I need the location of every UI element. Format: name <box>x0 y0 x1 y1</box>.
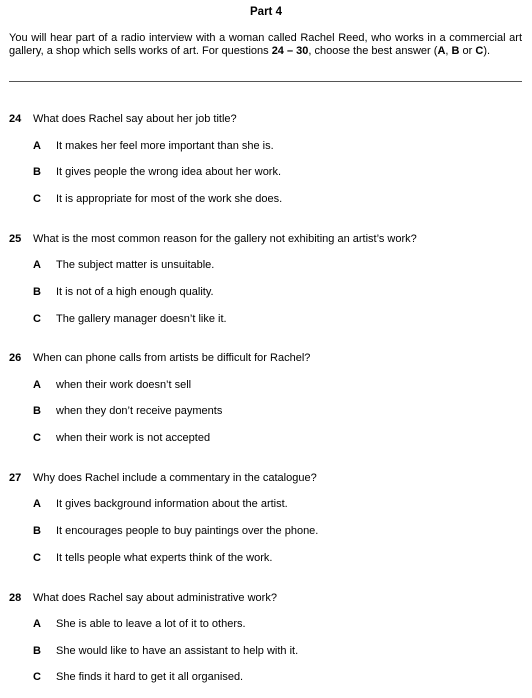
option-a <box>0 618 532 632</box>
option-b <box>0 525 532 539</box>
question-27 <box>0 472 532 564</box>
option-letter: C <box>33 432 41 444</box>
answer-letter-b: B <box>451 45 460 57</box>
option-c <box>0 552 532 566</box>
option-a <box>0 379 532 393</box>
option-text: It tells people what experts think of the work. <box>56 552 273 564</box>
option-text: when they don’t receive payments <box>56 405 223 417</box>
option-letter: C <box>33 552 41 564</box>
answer-letter-a: A <box>437 45 446 57</box>
option-text: It encourages people to buy paintings over the phone. <box>56 525 319 537</box>
option-letter: A <box>33 259 41 271</box>
option-letter: B <box>33 525 41 537</box>
question-number: 28 <box>9 592 22 604</box>
option-text: when their work doesn’t sell <box>56 379 192 391</box>
question-text: When can phone calls from artists be difficult for Rachel? <box>33 352 311 364</box>
option-letter: A <box>33 140 41 152</box>
question-text: What is the most common reason for the gallery not exhibiting an artist’s work? <box>33 233 417 245</box>
question-text: What does Rachel say about administrative work? <box>33 592 277 604</box>
option-b <box>0 166 532 180</box>
intro-text: You will hear part of a radio interview with a woman called Rachel Reed, who works in a commercial art gallery, a shop which sells works of art. For questions <box>9 32 522 57</box>
range-start: 24 <box>271 45 284 57</box>
option-b <box>0 405 532 419</box>
intro-text-2: , choose the best answer ( <box>308 45 438 57</box>
option-text: She is able to leave a lot of it to others. <box>56 618 246 630</box>
intro-comma: , <box>445 45 452 57</box>
question-24 <box>0 113 532 205</box>
option-letter: B <box>33 405 41 417</box>
option-letter: A <box>33 498 41 510</box>
option-text: when their work is not accepted <box>56 432 211 444</box>
question-number: 25 <box>9 233 22 245</box>
option-letter: C <box>33 313 41 325</box>
option-text: It makes her feel more important than she is. <box>56 140 274 152</box>
option-c <box>0 671 532 685</box>
question-number: 24 <box>9 113 22 125</box>
option-letter: B <box>33 645 41 657</box>
option-a <box>0 498 532 512</box>
question-text: What does Rachel say about her job title? <box>33 113 237 125</box>
option-letter: A <box>33 379 41 391</box>
option-text: It gives background information about the artist. <box>56 498 288 510</box>
option-text: It is appropriate for most of the work she does. <box>56 193 283 205</box>
option-text: The subject matter is unsuitable. <box>56 259 215 271</box>
range-end: 30 <box>296 45 309 57</box>
divider <box>9 81 522 82</box>
option-letter: B <box>33 286 41 298</box>
option-letter: A <box>33 618 41 630</box>
option-b <box>0 286 532 300</box>
option-letter: C <box>33 671 41 683</box>
option-letter: C <box>33 193 41 205</box>
intro-or: or <box>459 45 476 57</box>
option-text: The gallery manager doesn’t like it. <box>56 313 227 325</box>
option-text: It is not of a high enough quality. <box>56 286 214 298</box>
part-title: Part 4 <box>250 6 282 18</box>
option-a <box>0 140 532 154</box>
option-letter: B <box>33 166 41 178</box>
option-text: She would like to have an assistant to help with it. <box>56 645 299 657</box>
answer-letter-c: C <box>475 45 484 57</box>
option-b <box>0 645 532 659</box>
intro-text-3: ). <box>483 45 491 57</box>
question-text: Why does Rachel include a commentary in the catalogue? <box>33 472 317 484</box>
option-text: It gives people the wrong idea about her work. <box>56 166 282 178</box>
option-a <box>0 259 532 273</box>
option-c <box>0 313 532 327</box>
option-c <box>0 193 532 207</box>
question-26 <box>0 352 532 444</box>
question-28 <box>0 592 532 683</box>
range-dash: – <box>283 45 297 57</box>
question-25 <box>0 233 532 325</box>
option-c <box>0 432 532 446</box>
question-number: 27 <box>9 472 22 484</box>
question-number: 26 <box>9 352 22 364</box>
instructions <box>9 32 522 58</box>
option-text: She finds it hard to get it all organised. <box>56 671 244 683</box>
